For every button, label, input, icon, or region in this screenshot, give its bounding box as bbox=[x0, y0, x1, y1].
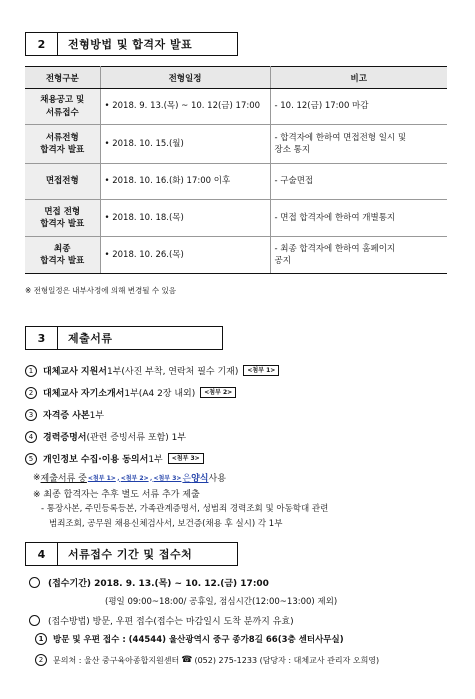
item-title: 경력증명서 bbox=[43, 433, 87, 443]
item-title: 대체교사 자기소개서 bbox=[43, 389, 125, 399]
address-text: 방문 및 우편 접수 : (44544) 울산광역시 중구 종가8길 66(3층 센터사무실) bbox=[53, 635, 344, 645]
table-header-row bbox=[25, 67, 447, 89]
final-notice: ※ 최종 합격자는 추후 별도 서류 추가 제출 bbox=[33, 490, 200, 500]
separator: , bbox=[149, 472, 153, 483]
item-title: 대체교사 지원서 bbox=[43, 367, 107, 377]
schedule-table bbox=[25, 66, 447, 274]
application-info bbox=[25, 576, 455, 686]
column-header: 전형일정 bbox=[100, 67, 270, 89]
application-method bbox=[29, 614, 294, 627]
schedule-note: - 10. 12(금) 17:00 마감 bbox=[270, 89, 447, 125]
circle-bullet bbox=[29, 615, 40, 626]
method-text: (접수방법) 방문, 우편 접수(접수는 마감일시 도착 분까지 유효) bbox=[48, 617, 294, 627]
item-title: 개인정보 수집·이용 동의서 bbox=[43, 455, 149, 465]
contact-text: 문의처 : 울산 중구육아종합지원센터 bbox=[53, 655, 180, 665]
circled-number: 1 bbox=[35, 633, 47, 645]
section-4-header bbox=[25, 542, 238, 566]
item-detail: 1부 bbox=[148, 455, 163, 465]
attachment-ref: <첨부 2> bbox=[120, 475, 149, 482]
list-item bbox=[25, 364, 279, 377]
section-2-header bbox=[25, 32, 238, 56]
additional-docs-line2: 범죄조회, 공무원 채용신체검사서, 보건증(채용 후 실시) 각 1부 bbox=[49, 519, 283, 529]
separator: , bbox=[116, 472, 120, 483]
attachment-tag: <첨부 1> bbox=[243, 365, 279, 376]
schedule-note: - 최종 합격자에 한하여 홈페이지 공지 bbox=[270, 237, 447, 274]
circled-number: 2 bbox=[25, 387, 37, 399]
notice-text: 제출서류 중 bbox=[40, 474, 87, 484]
list-item bbox=[25, 430, 186, 443]
period-text: (접수기간) 2018. 9. 13.(목) ~ 10. 12.(금) 17:00 bbox=[48, 579, 269, 589]
circled-number: 3 bbox=[25, 409, 37, 421]
schedule-note: - 구술면접 bbox=[270, 164, 447, 200]
schedule-date: • 2018. 10. 26.(목) bbox=[100, 237, 270, 274]
circle-bullet bbox=[29, 577, 40, 588]
notice-text: 사용 bbox=[208, 474, 226, 484]
schedule-date: • 2018. 10. 18.(목) bbox=[100, 200, 270, 237]
additional-docs-line1: - 통장사본, 주민등록등본, 가족관계증명서, 성범죄 경력조회 및 아동학대 관련 bbox=[41, 504, 329, 514]
table-row bbox=[25, 200, 447, 237]
list-item bbox=[25, 386, 236, 399]
document-list bbox=[25, 364, 455, 534]
list-item bbox=[25, 452, 204, 465]
table-row bbox=[25, 125, 447, 164]
contact-info bbox=[35, 654, 379, 666]
notice-emphasis: 양식 bbox=[191, 474, 209, 484]
period-note: (평일 09:00~18:00/ 공휴일, 점심시간(12:00~13:00) 제외) bbox=[105, 597, 338, 607]
section-number: 2 bbox=[25, 32, 58, 56]
notice-mark: ※ bbox=[33, 472, 41, 483]
visit-address bbox=[35, 633, 344, 645]
table-row bbox=[25, 89, 447, 125]
attachment-ref: <첨부 3> bbox=[153, 475, 182, 482]
section-3-header bbox=[25, 326, 223, 350]
schedule-date: • 2018. 9. 13.(목) ~ 10. 12(금) 17:00 bbox=[100, 89, 270, 125]
schedule-note: - 면접 합격자에 한하여 개별통지 bbox=[270, 200, 447, 237]
item-detail: (관련 증빙서류 포함) 1부 bbox=[86, 433, 187, 443]
section-title: 전형방법 및 합격자 발표 bbox=[58, 32, 238, 56]
table-row bbox=[25, 237, 447, 274]
circled-number: 5 bbox=[25, 453, 37, 465]
list-item bbox=[25, 408, 104, 421]
section-title: 제출서류 bbox=[58, 326, 223, 350]
section-title: 서류접수 기간 및 접수처 bbox=[58, 542, 238, 566]
item-detail: 1부 bbox=[89, 411, 105, 421]
schedule-date: • 2018. 10. 16.(화) 17:00 이후 bbox=[100, 164, 270, 200]
section-number: 4 bbox=[25, 542, 58, 566]
schedule-type: 면접전형 bbox=[25, 164, 100, 200]
attachment-tag: <첨부 2> bbox=[200, 387, 236, 398]
schedule-type: 채용공고 및 서류접수 bbox=[25, 89, 100, 125]
phone-icon: ☎ bbox=[181, 655, 193, 665]
table-row bbox=[25, 164, 447, 200]
schedule-footnote: ※ 전형일정은 내부사정에 의해 변경될 수 있음 bbox=[25, 286, 176, 295]
schedule-type: 서류전형 합격자 발표 bbox=[25, 125, 100, 164]
application-period bbox=[29, 576, 269, 589]
schedule-type: 최종 합격자 발표 bbox=[25, 237, 100, 274]
item-detail: 1부(사진 부착, 연락처 필수 기재) bbox=[107, 367, 239, 377]
item-detail: 1부(A4 2장 내외) bbox=[124, 389, 196, 399]
circled-number: 2 bbox=[35, 654, 47, 666]
circled-number: 4 bbox=[25, 431, 37, 443]
notice-text: 은 bbox=[182, 474, 192, 484]
contact-phone-text: (052) 275-1233 (담당자 : 대체교사 관리자 오희영) bbox=[194, 655, 380, 665]
schedule-note: - 합격자에 한하여 면접전형 일시 및 장소 통지 bbox=[270, 125, 447, 164]
section-number: 3 bbox=[25, 326, 58, 350]
column-header: 비고 bbox=[270, 67, 447, 89]
column-header: 전형구분 bbox=[25, 67, 100, 89]
attachment-tag: <첨부 3> bbox=[168, 453, 204, 464]
schedule-date: • 2018. 10. 15.(월) bbox=[100, 125, 270, 164]
form-notice bbox=[33, 471, 226, 484]
attachment-ref: <첨부 1> bbox=[87, 475, 116, 482]
schedule-type: 면접 전형 합격자 발표 bbox=[25, 200, 100, 237]
item-title: 자격증 사본 bbox=[43, 411, 90, 421]
circled-number: 1 bbox=[25, 365, 37, 377]
